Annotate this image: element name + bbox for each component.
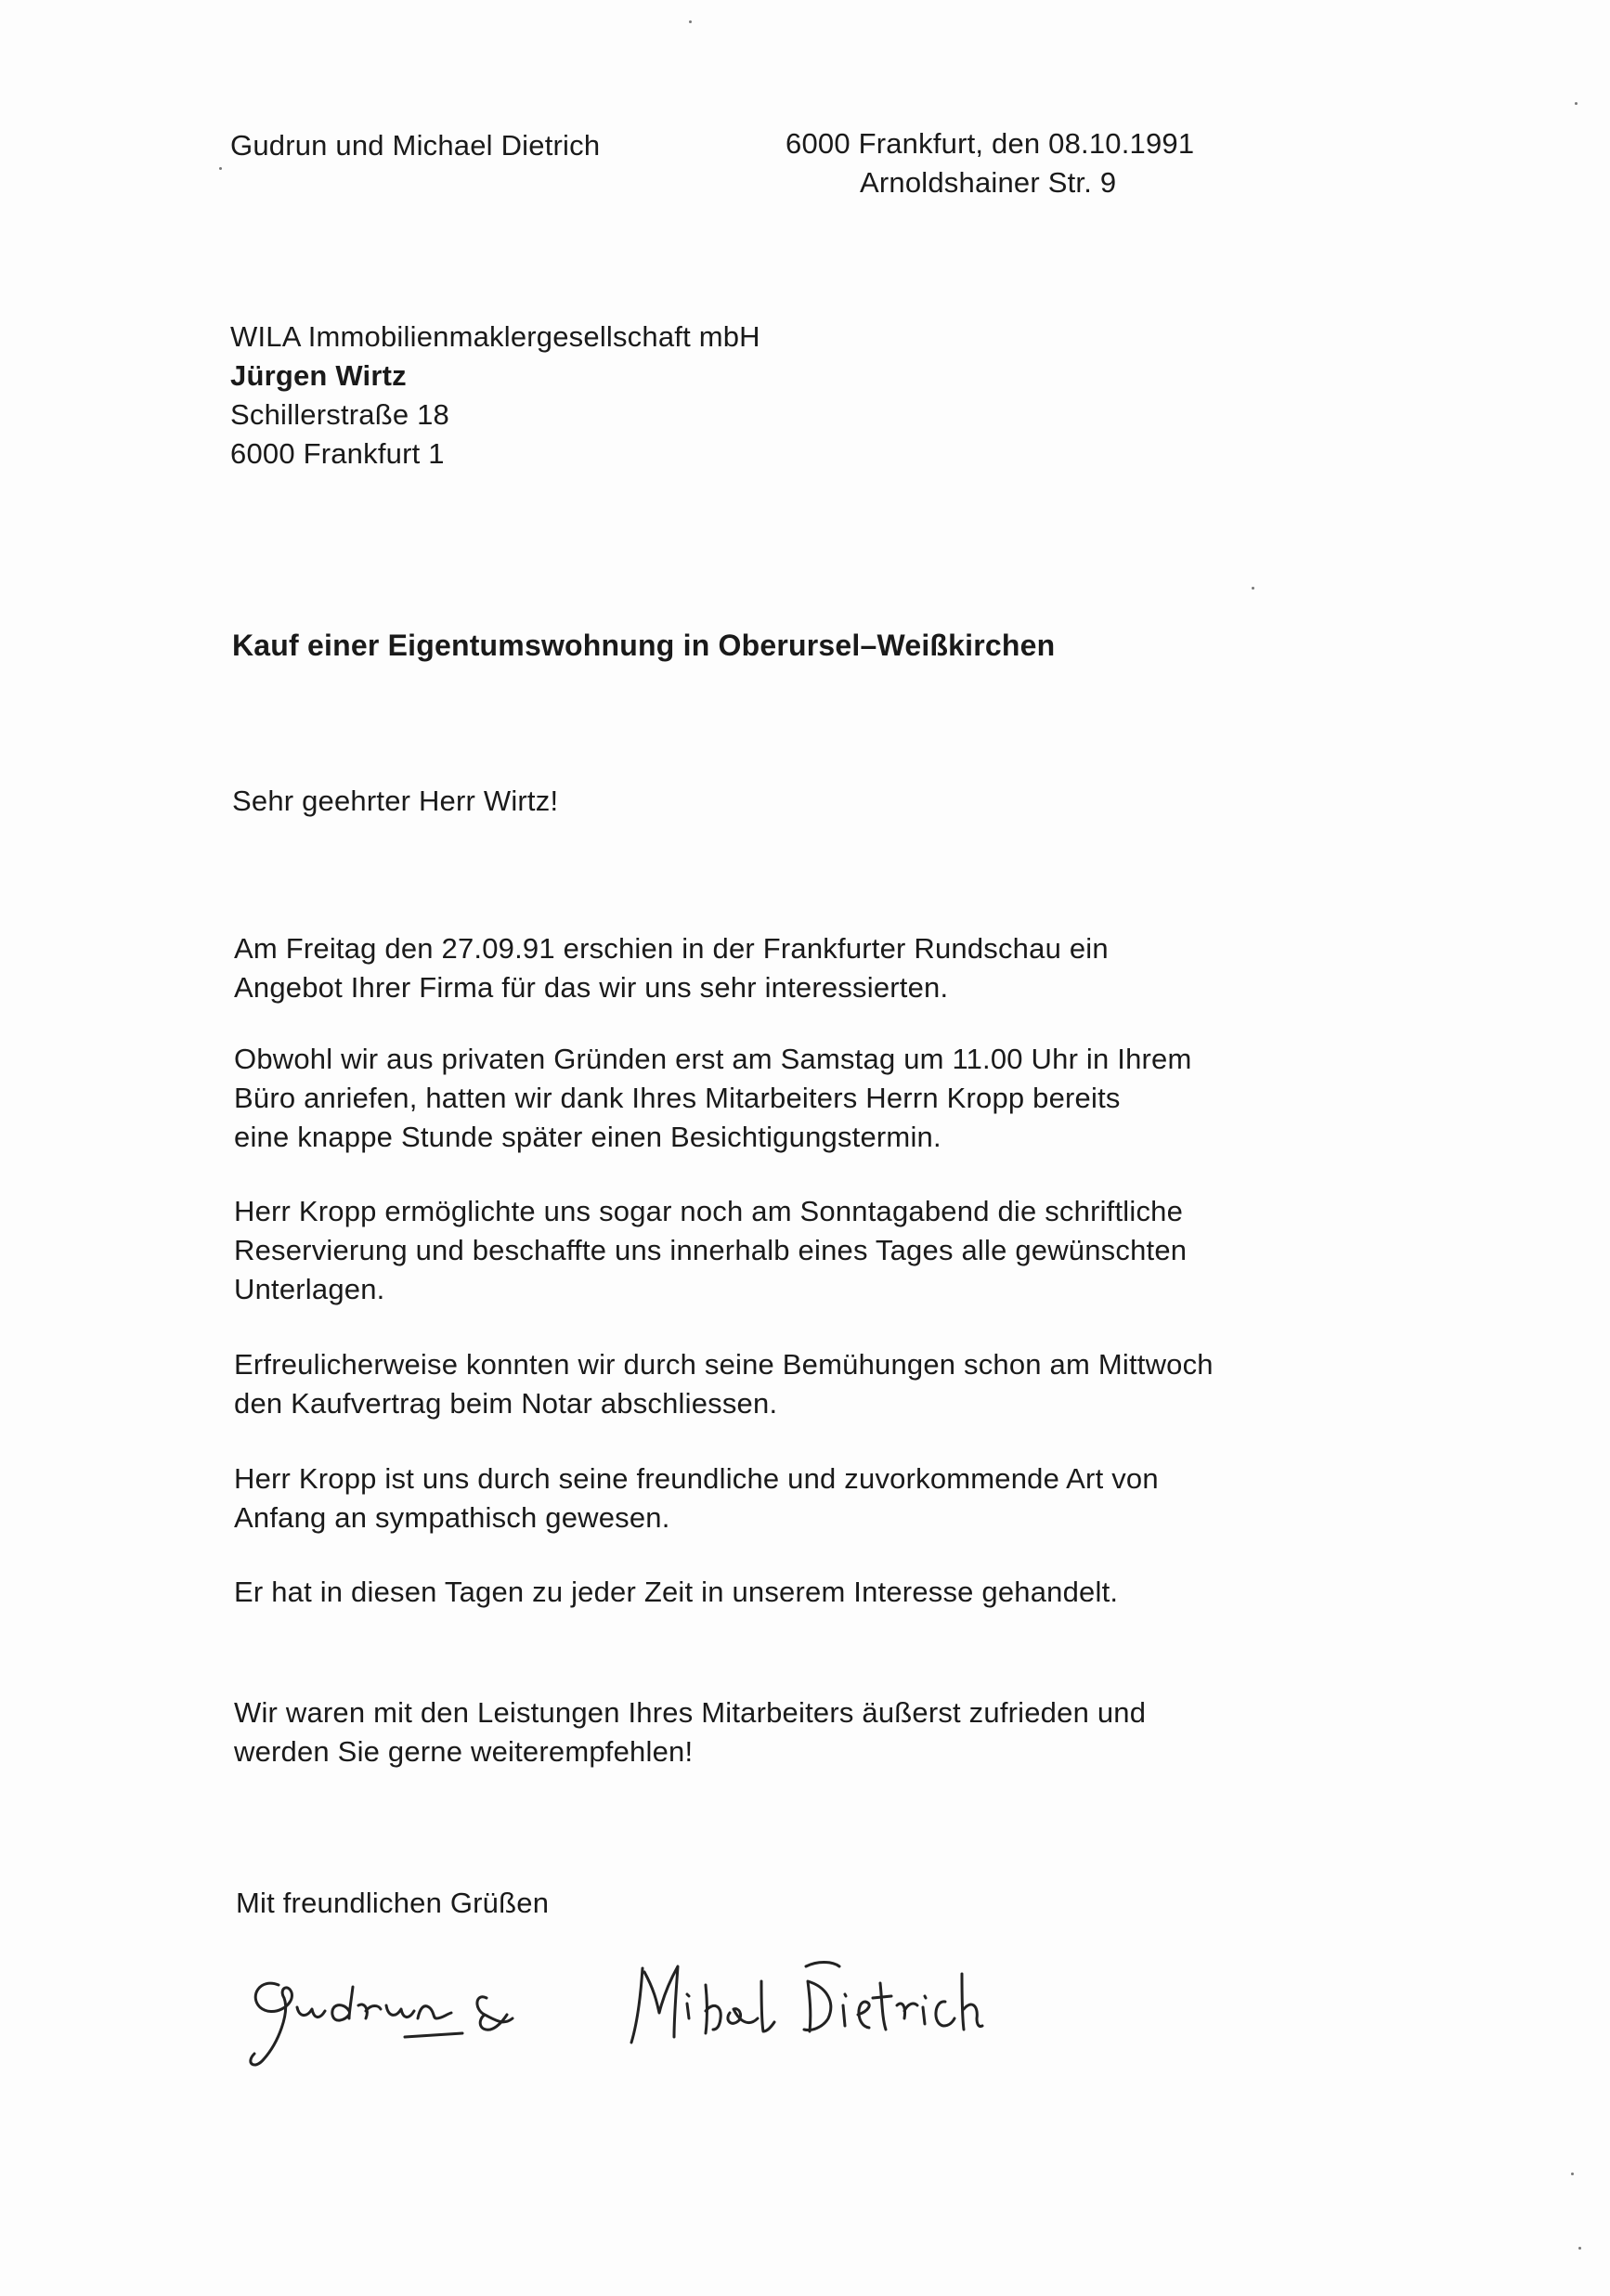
body-paragraph-5	[234, 1459, 1159, 1537]
paper-speck	[689, 20, 692, 23]
signature-drawing	[241, 1940, 984, 2089]
paper-speck	[1571, 2173, 1574, 2175]
body-paragraph-2	[234, 1040, 1192, 1157]
body-line: Reservierung und beschaffte uns innerhalb eines Tages alle gewünschten	[234, 1234, 1188, 1266]
body-paragraph-4	[234, 1345, 1214, 1423]
body-line: Er hat in diesen Tagen zu jeder Zeit in unserem Interesse gehandelt.	[234, 1576, 1119, 1608]
body-line: Angebot Ihrer Firma für das wir uns sehr interessierten.	[234, 971, 949, 1004]
closing-phrase: Mit freundlichen Grüßen	[236, 1887, 550, 1919]
body-paragraph-1	[234, 929, 1109, 1007]
subject-line: Kauf einer Eigentumswohnung in Oberursel–Weißkirchen	[232, 629, 1056, 662]
body-line: Am Freitag den 27.09.91 erschien in der Frankfurter Rundschau ein	[234, 932, 1109, 965]
body-line: Anfang an sympathisch gewesen.	[234, 1501, 670, 1534]
handwritten-signature	[241, 1940, 984, 2089]
recipient-street: Schillerstraße 18	[230, 398, 449, 431]
sender-street: Arnoldshainer Str. 9	[860, 166, 1117, 199]
paper-speck	[219, 167, 222, 170]
recipient-person: Jürgen Wirtz	[230, 359, 407, 392]
recipient-address	[230, 318, 760, 473]
body-line: Unterlagen.	[234, 1273, 385, 1305]
body-line: Herr Kropp ist uns durch seine freundliche und zuvorkommende Art von	[234, 1462, 1159, 1495]
paper-speck	[1575, 102, 1578, 105]
body-line: den Kaufvertrag beim Notar abschliessen.	[234, 1387, 778, 1420]
salutation: Sehr geehrter Herr Wirtz!	[232, 785, 559, 817]
body-line: Wir waren mit den Leistungen Ihres Mitarbeiters äußerst zufrieden und	[234, 1696, 1147, 1729]
recipient-company: WILA Immobilienmaklergesellschaft mbH	[230, 320, 760, 353]
sender-name: Gudrun und Michael Dietrich	[230, 129, 601, 162]
body-line: eine knappe Stunde später einen Besichtigungstermin.	[234, 1121, 941, 1153]
body-line: Büro anriefen, hatten wir dank Ihres Mitarbeiters Herrn Kropp bereits	[234, 1082, 1121, 1114]
place-date-block	[786, 124, 1194, 202]
body-paragraph-3	[234, 1192, 1187, 1309]
city-date: 6000 Frankfurt, den 08.10.1991	[786, 127, 1195, 160]
paper-speck	[1578, 2247, 1581, 2250]
body-line: Erfreulicherweise konnten wir durch seine Bemühungen schon am Mittwoch	[234, 1348, 1214, 1381]
body-line: Obwohl wir aus privaten Gründen erst am Samstag um 11.00 Uhr in Ihrem	[234, 1043, 1192, 1075]
body-line: werden Sie gerne weiterempfehlen!	[234, 1735, 694, 1768]
recipient-city: 6000 Frankfurt 1	[230, 437, 445, 470]
paper-speck	[1252, 587, 1254, 590]
body-paragraph-7	[234, 1693, 1146, 1771]
body-paragraph-6	[234, 1573, 1118, 1612]
body-line: Herr Kropp ermöglichte uns sogar noch am Sonntagabend die schriftliche	[234, 1195, 1184, 1227]
